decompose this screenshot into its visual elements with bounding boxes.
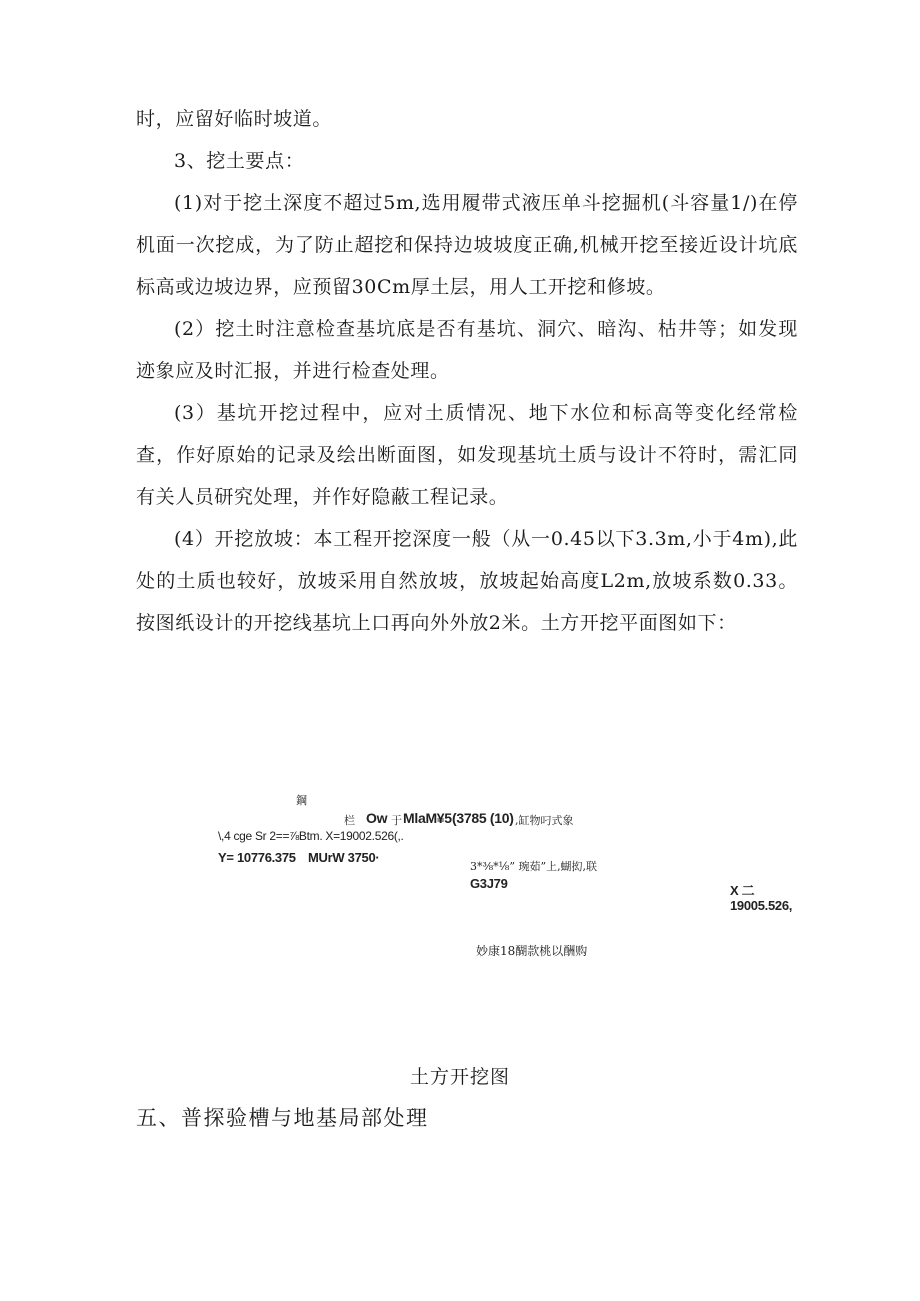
figure-coordinate-label: Y= 10776.375 (218, 850, 296, 865)
figure-label: MUrW 3750· (308, 850, 380, 865)
heading-excavation-points: 3、挖土要点： (174, 150, 305, 172)
figure-label: 于 (391, 814, 402, 827)
paragraph-point-1: (1)对于挖土深度不超过5m,选用履带式液压单斗挖掘机(斗容量1/)在停机面一次挖成，为了防止超挖和保持边坡坡度正确,机械开挖至接近设计坑底标高或边坡边界，应预留30Cm厚土层，用人工开挖和修坡。 (136, 192, 798, 298)
figure-label: MlaM¥5 (403, 810, 452, 826)
figure-label: Ow (366, 810, 388, 826)
figure-label: (3785 (10) (452, 810, 514, 826)
figure-caption: 土方开挖图 (409, 1066, 510, 1088)
figure-label: 栏 (344, 814, 355, 827)
section-heading: 五、普探验槽与地基局部处理 (136, 1106, 429, 1130)
figure-label: G3J79 (470, 876, 508, 891)
figure-label: 妙康18醐款桃以酬购 (476, 944, 588, 958)
figure-label: ,缸物叼式象 (515, 814, 574, 827)
figure-coordinate-label: \,4 cge Sr 2==⅞Btm. X=19002.526(,. (218, 829, 404, 843)
figure-coordinate-label: 19005.526, (730, 898, 793, 913)
paragraph-slope-note: 时，应留好临时坡道。 (136, 108, 333, 130)
paragraph-point-4: (4）开挖放坡：本工程开挖深度一般（从一0.45以下3.3m,小于4m),此处的土质也较好，放坡采用自然放坡，放坡起始高度L2m,放坡系数0.33。按图纸设计的开挖线基坑上口再向外外放2米。土方开挖平面图如下： (136, 528, 798, 634)
figure-label: 3*⅜*⅛” 琬茹”上,蝴抝,联 (470, 860, 598, 873)
paragraph-point-3: (3）基坑开挖过程中，应对土质情况、地下水位和标高等变化经常检查，作好原始的记录及绘出断面图，如发现基坑土质与设计不符时，需汇同有关人员研究处理，并作好隐蔽工程记录。 (136, 402, 798, 508)
figure-label: 鋼 (296, 794, 307, 807)
paragraph-point-2: (2）挖土时注意检查基坑底是否有基坑、洞穴、暗沟、枯井等；如发现迹象应及时汇报，并进行检查处理。 (136, 318, 798, 382)
figure-coordinate-label: X 二 (730, 883, 755, 898)
